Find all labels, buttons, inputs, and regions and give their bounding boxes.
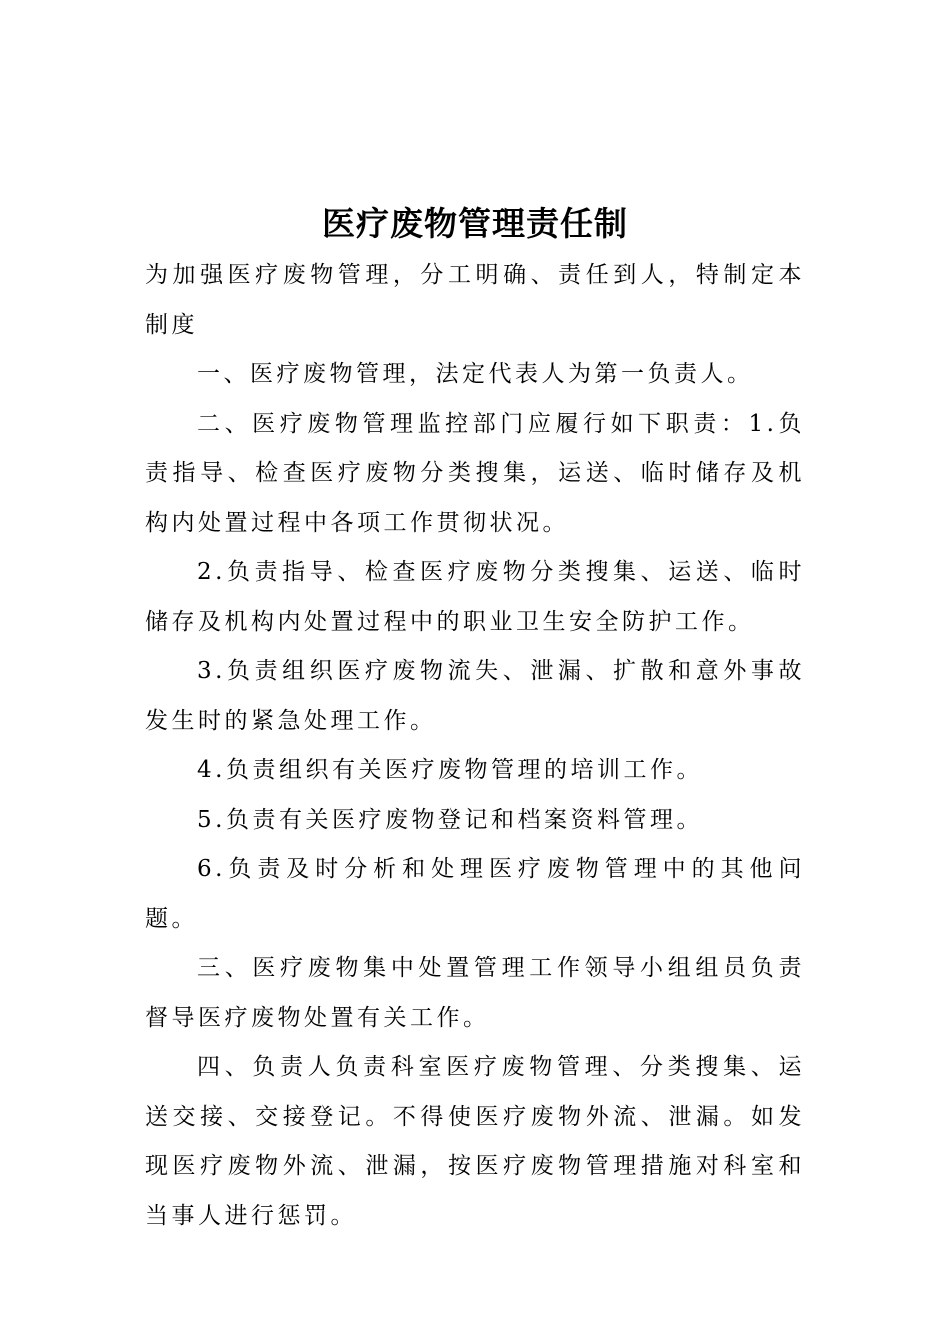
paragraph-item-1: 一、医疗废物管理，法定代表人为第一负责人。 (197, 361, 754, 387)
paragraph-intro: 为加强医疗废物管理，分工明确、责任到人，特制定本制度 (145, 262, 805, 338)
paragraph-duty-6: 6.负责及时分析和处理医疗废物管理中的其他问题。 (145, 856, 805, 932)
paragraph-duty-4: 4.负责组织有关医疗废物管理的培训工作。 (197, 757, 703, 783)
document-title: 医疗废物管理责任制 (322, 204, 628, 243)
paragraph-duty-2: 2.负责指导、检查医疗废物分类搜集、运送、临时储存及机构内处置过程中的职业卫生安全防护工作。 (145, 559, 805, 635)
document-body (145, 251, 805, 1241)
paragraph-item-4: 四、负责人负责科室医疗废物管理、分类搜集、运送交接、交接登记。不得使医疗废物外流、泄漏。如发现医疗废物外流、泄漏，按医疗废物管理措施对科室和当事人进行惩罚。 (145, 1054, 805, 1229)
paragraph-item-2: 二、医疗废物管理监控部门应履行如下职责：1.负责指导、检查医疗废物分类搜集，运送、临时储存及机构内处置过程中各项工作贯彻状况。 (145, 410, 805, 536)
paragraph-duty-5: 5.负责有关医疗废物登记和档案资料管理。 (197, 806, 703, 833)
paragraph-item-3: 三、医疗废物集中处置管理工作领导小组组员负责督导医疗废物处置有关工作。 (145, 955, 805, 1031)
paragraph-duty-3: 3.负责组织医疗废物流失、泄漏、扩散和意外事故发生时的紧急处理工作。 (145, 658, 805, 734)
